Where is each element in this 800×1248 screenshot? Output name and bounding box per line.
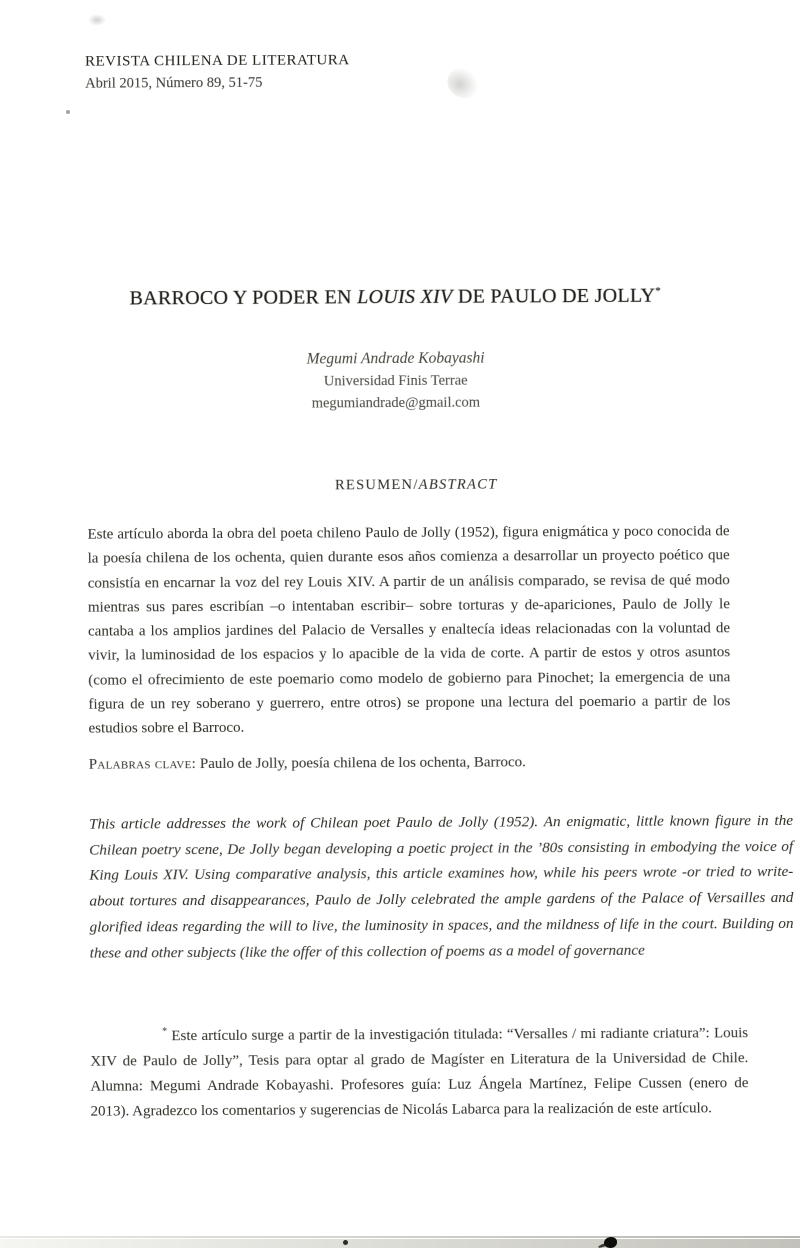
journal-header	[85, 52, 350, 92]
article-title	[0, 284, 792, 311]
keywords-line	[89, 753, 759, 774]
english-abstract: This article addresses the work of Chilean poet Paulo de Jolly (1952). An enigmatic, little known figure in the Chilean poetry scene, De Jolly began developing a poetic project in the ’80s consisting in embodying the voice of King Louis XIV. Using comparative analysis, this article examines how, while his peers wrote -or tried to write- about tortures and disappearances, Paulo de Jolly celebrated the ample gardens of the Palace of Versailles and glorified ideas regarding the will to live, the luminosity in spaces, and the mildness of life in the court. Building on these and other subjects (like the offer of this collection of poems as a model of governance	[88, 811, 794, 962]
scan-bottom-shade	[0, 1239, 800, 1248]
abstract-heading-separator: /	[413, 476, 419, 493]
title-italic-segment: LOUIS XIV	[357, 285, 453, 309]
footnote-text: Este artículo surge a partir de la investigación titulada: “Versalles / mi radiante criatura”: Louis XIV de Paulo de Jolly”, Tesis para optar al grado de Magíster en Literatura de la Universidad de Chile. Alumna: Megumi Andrade Kobayashi. Profesores guía: Luz Ángela Martínez, Felipe Cussen (enero de 2013). Agradezco los comentarios y sugerencias de Nicolás Labarca para la realización de este artículo.	[90, 1025, 749, 1120]
keywords-label: Palabras clave:	[88, 756, 197, 773]
author-email: megumiandrade@gmail.com	[311, 394, 481, 412]
author-block	[0, 348, 793, 414]
keywords-text: Paulo de Jolly, poesía chilena de los ochenta, Barroco.	[196, 754, 526, 773]
footnote-marker: *	[162, 1026, 168, 1038]
title-text-post: DE PAULO DE JOLLY	[452, 284, 656, 308]
author-name: Megumi Andrade Kobayashi	[306, 349, 485, 368]
abstract-heading-en: ABSTRACT	[418, 476, 498, 493]
journal-issue-line: Abril 2015, Número 89, 51-75	[85, 74, 263, 92]
abstract-heading	[19, 475, 800, 496]
abstract-heading-es: RESUMEN	[334, 476, 414, 494]
scan-speck	[343, 1240, 348, 1245]
footnote	[90, 1016, 749, 1124]
title-text-pre: BARROCO Y PODER EN	[129, 286, 358, 310]
title-footnote-marker: *	[655, 284, 662, 298]
spanish-abstract: Este artículo aborda la obra del poeta chileno Paulo de Jolly (1952), figura enigmática y poco conocida de la poesía chilena de los ochenta, quien durante esos años comienza a desarrollar un proyecto poético que consistía en encarnar la voz del rey Louis XIV. A partir de un análisis comparado, se revisa de qué modo mientras sus pares escribían –o intentaban escribir– sobre torturas y de-apariciones, Paulo de Jolly le cantaba a los amplios jardines del Palacio de Versalles y enaltecía ideas relacionadas con la voluntad de vivir, la luminosidad de los espacios y lo apacible de la vida de corte. A partir de estos y otros asuntos (como el ofrecimiento de este poemario como modelo de gobierno para Pinochet; la emergencia de una figura de un rey soberano y guerrero, entre otros) se propone una lectura del poemario a partir de los estudios sobre el Barroco.	[87, 523, 731, 738]
scan-bottom-line	[0, 1236, 800, 1238]
author-affiliation: Universidad Finis Terrae	[323, 372, 468, 390]
journal-name: REVISTA CHILENA DE LITERATURA	[85, 52, 350, 70]
